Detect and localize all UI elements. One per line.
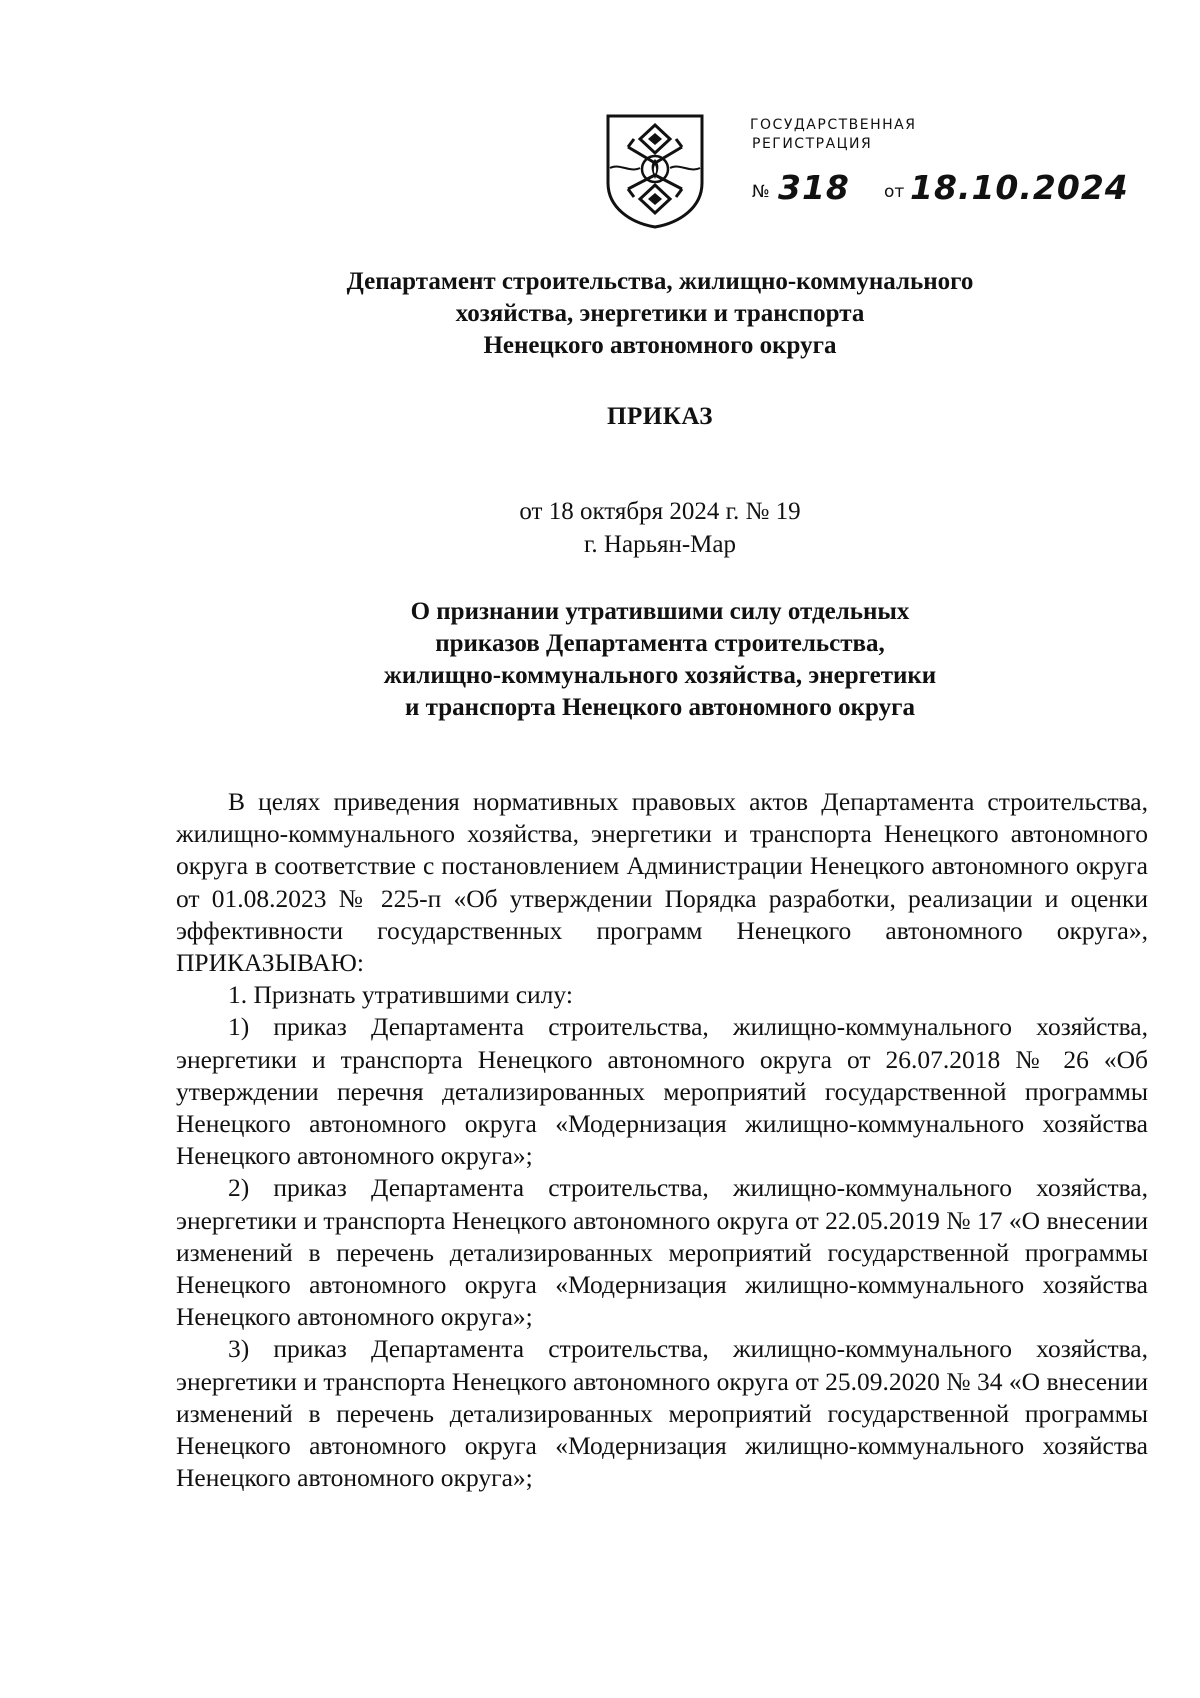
registration-line2: РЕГИСТРАЦИЯ [752, 136, 873, 152]
document-body [176, 786, 1148, 1494]
document-title: ПРИКАЗ [607, 403, 713, 430]
registration-from-label: от [884, 182, 905, 202]
city-line: г. Нарьян-Мар [583, 531, 736, 558]
body-paragraph-subitem2: 2) приказ Департамента строительства, жилищно-коммунального хозяйства, энергетики и транспорта Ненецкого автономного округа от 22.05.2019 № 17 «О внесении изменений в перечень детализированных мероприятий государственной программы Ненецкого автономного округа «Модернизация жилищно-коммунального хозяйства Ненецкого автономного округа»; [176, 1173, 1148, 1332]
department-name [0, 266, 1200, 362]
subject-line2: приказов Департамента строительства, [435, 630, 885, 657]
date-place-block [0, 495, 1200, 561]
registration-stamp [750, 116, 916, 154]
registration-date: 18.10.2024 [910, 168, 1129, 207]
department-line1: Департамент строительства, жилищно-коммунального [346, 268, 974, 295]
body-paragraph-subitem1: 1) приказ Департамента строительства, жилищно-коммунального хозяйства, энергетики и транспорта Ненецкого автономного округа от 26.07.2018 № 26 «Об утверждении перечня детализированных мероприятий государственной программы Ненецкого автономного округа «Модернизация жилищно-коммунального хозяйства Ненецкого автономного округа»; [176, 1012, 1148, 1171]
department-line3: Ненецкого автономного округа [483, 332, 837, 359]
document-subject [0, 596, 1200, 724]
department-line2: хозяйства, энергетики и транспорта [455, 300, 865, 327]
body-paragraph-item1: 1. Признать утратившими силу: [228, 980, 573, 1010]
registration-number: 318 [778, 168, 850, 207]
coat-of-arms-icon [604, 113, 706, 230]
body-paragraph-preamble: В целях приведения нормативных правовых актов Департамента строительства, жилищно-коммунального хозяйства, энергетики и транспорта Ненецкого автономного округа в соответствие с постановлением Администрации Ненецкого автономного округа от 01.08.2023 № 225-п «Об утверждении Порядка разработки, реализации и оценки эффективности государственных программ Ненецкого автономного округа», ПРИКАЗЫВАЮ: [176, 787, 1148, 978]
subject-line3: жилищно-коммунального хозяйства, энергетики [383, 662, 937, 689]
registration-number-label: № [752, 182, 770, 202]
subject-line1: О признании утратившими силу отдельных [410, 598, 910, 625]
body-paragraph-subitem3: 3) приказ Департамента строительства, жилищно-коммунального хозяйства, энергетики и транспорта Ненецкого автономного округа от 25.09.2020 № 34 «О внесении изменений в перечень детализированных мероприятий государственной программы Ненецкого автономного округа «Модернизация жилищно-коммунального хозяйства Ненецкого автономного округа»; [176, 1334, 1148, 1493]
date-line: от 18 октября 2024 г. № 19 [519, 498, 801, 525]
registration-line1: ГОСУДАРСТВЕННАЯ [750, 117, 917, 133]
subject-line4: и транспорта Ненецкого автономного округа [405, 694, 915, 721]
registration-number-row [752, 168, 1132, 214]
